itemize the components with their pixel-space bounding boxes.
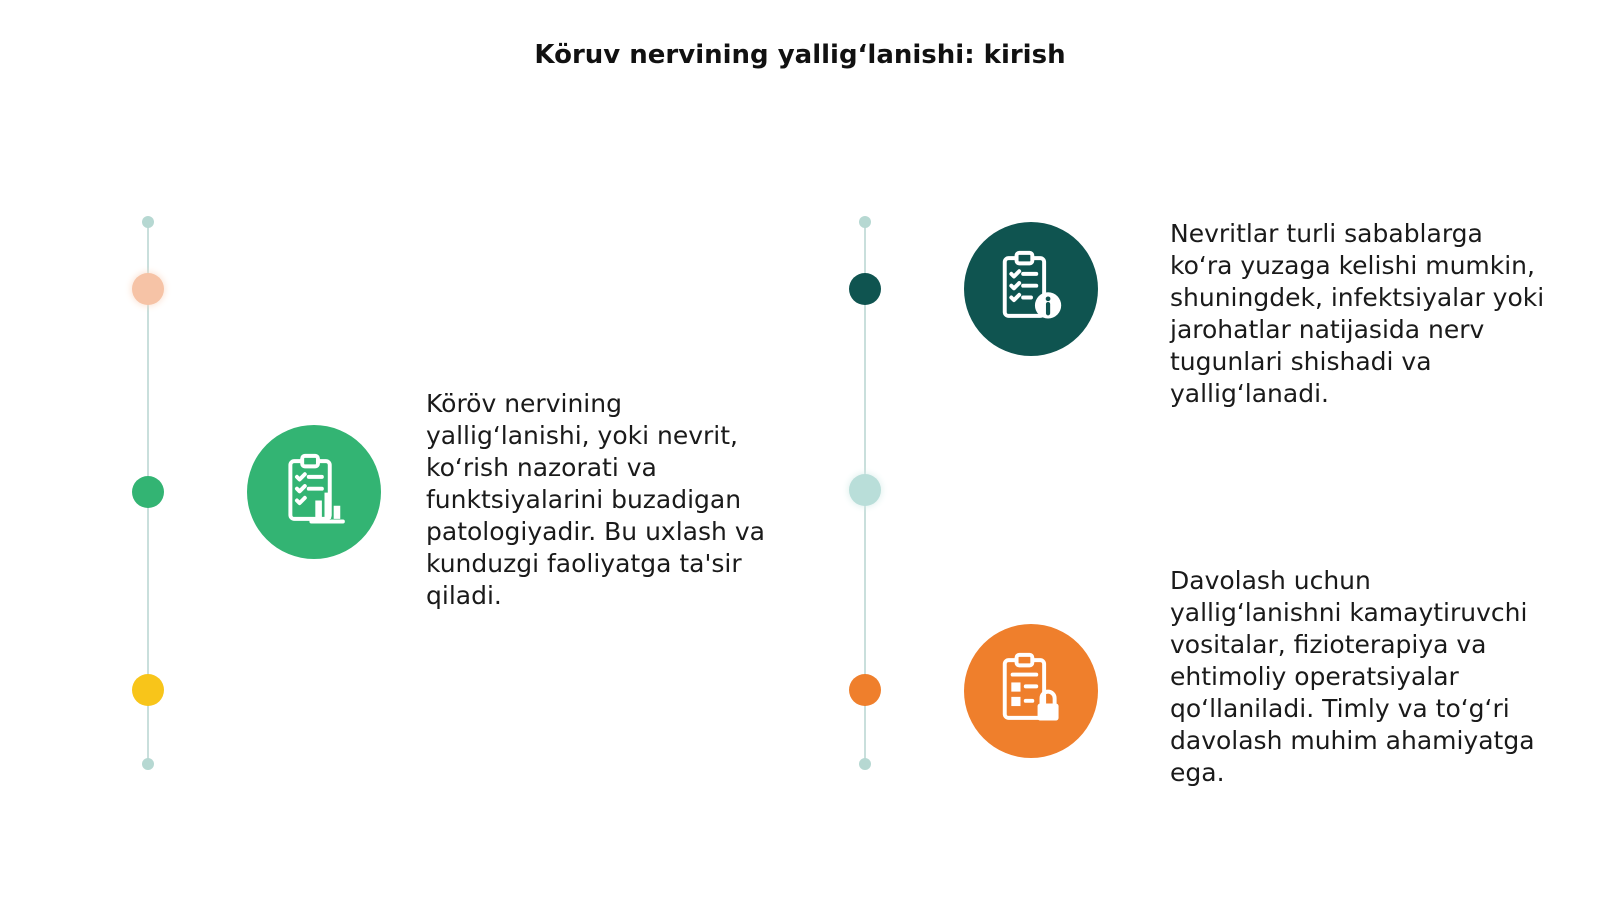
right-timeline-bottom-end [859, 758, 871, 770]
item-2-text: Nevritlar turli sabablarga ko‘ra yuzaga kelishi mumkin, shuningdek, infektsiyalar yoki jarohatlar natijasida nerv tugunlari shishadi va yallig‘lanadi. [1170, 219, 1545, 408]
clipboard-lock-icon [989, 647, 1073, 735]
right-node-orange [849, 674, 881, 706]
left-node-peach [132, 273, 164, 305]
item-3-text: Davolash uchun yallig‘lanishni kamaytiruvchi vositalar, fizioterapiya va ehtimoliy operatsiyalar qo‘llaniladi. Timly va to‘g‘ri davolash muhim ahamiyatga ega. [1170, 566, 1535, 787]
right-timeline-top-end [859, 216, 871, 228]
page-title: Köruv nervining yallig‘lanishi: kirish [534, 40, 1066, 70]
item-1-badge [247, 425, 381, 559]
clipboard-info-icon [989, 245, 1073, 333]
item-3-badge [964, 624, 1098, 758]
left-node-yellow [132, 674, 164, 706]
left-timeline-top-end [142, 216, 154, 228]
item-1-text: Köröv nervining yallig‘lanishi, yoki nevrit, ko‘rish nazorati va funktsiyalarini buzadigan patologiyadir. Bu uxlash va kunduzgi faoliyatga ta'sir qiladi. [426, 389, 765, 610]
right-node-mint [849, 474, 881, 506]
right-node-teal [849, 273, 881, 305]
left-timeline-bottom-end [142, 758, 154, 770]
item-2-badge [964, 222, 1098, 356]
clipboard-chart-icon [272, 448, 356, 536]
left-node-green [132, 476, 164, 508]
